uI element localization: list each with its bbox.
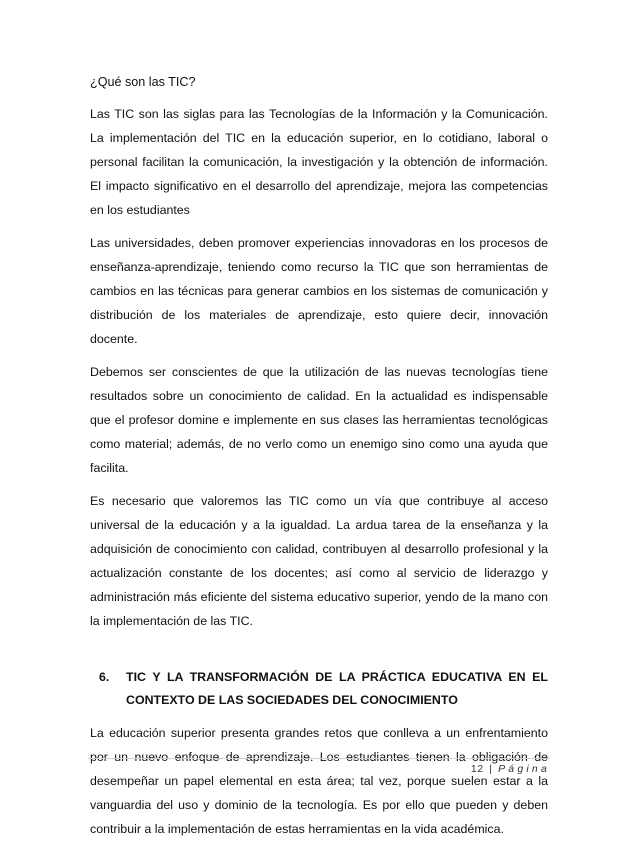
page-footer bbox=[471, 763, 550, 775]
section-title: TIC Y LA TRANSFORMACIÓN DE LA PRÁCTICA EDUCATIVA EN EL CONTEXTO DE LAS SOCIEDADES DEL CONOCIMIENTO bbox=[126, 669, 548, 708]
paragraph-higher-education: La educación superior presenta grandes retos que conlleva a un enfrentamiento por un nuevo enfoque de aprendizaje. Los estudiantes tienen la obligación de desempeñar un papel elemental en esta área; tal vez, porque suelen estar a la vanguardia del uso y dominio de la tecnología. Es por ello que pueden y deben contribuir a la implementación de estas herramientas en la vida académica. bbox=[90, 726, 548, 836]
footer-divider bbox=[88, 758, 550, 759]
page-number: 12 bbox=[470, 763, 484, 775]
footer-separator: | bbox=[489, 763, 493, 775]
paragraph-value-tic: Es necesario que valoremos las TIC como un vía que contribuye al acceso universal de la educación y a la igualdad. La ardua tarea de la enseñanza y la adquisición de conocimiento con calidad, contribuyen al desarrollo profesional y la actualización constante de los docentes; así como al servicio de liderazgo y administración más eficiente del sistema educativo superior, yendo de la mano con la implementación de las TIC. bbox=[90, 494, 548, 628]
page-word: Página bbox=[498, 763, 550, 775]
paragraph-universities: Las universidades, deben promover experiencias innovadoras en los procesos de enseñanza-aprendizaje, teniendo como recurso la TIC que son herramientas de cambios en las técnicas para generar cambios en los sistemas de comunicación y distribución de los materiales de aprendizaje, esto quiere decir, innovación docente. bbox=[90, 236, 548, 346]
question-heading: ¿Qué son las TIC? bbox=[90, 75, 196, 89]
section-number: 6. bbox=[99, 669, 110, 684]
paragraph-tic-definition: Las TIC son las siglas para las Tecnologías de la Información y la Comunicación. La implementación del TIC en la educación superior, en lo cotidiano, laboral o personal facilitan la comunicación, la investigación y la obtención de información. El impacto significativo en el desarrollo del aprendizaje, mejora las competencias en los estudiantes bbox=[90, 107, 548, 217]
document-body bbox=[90, 64, 548, 851]
section-heading bbox=[90, 666, 548, 714]
paragraph-awareness: Debemos ser conscientes de que la utilización de las nuevas tecnologías tiene resultados sobre un conocimiento de calidad. En la actualidad es indispensable que el profesor domine e implemente en sus clases las herramientas tecnológicas como material; además, de no verlo como un enemigo sino como una ayuda que facilita. bbox=[90, 365, 548, 475]
